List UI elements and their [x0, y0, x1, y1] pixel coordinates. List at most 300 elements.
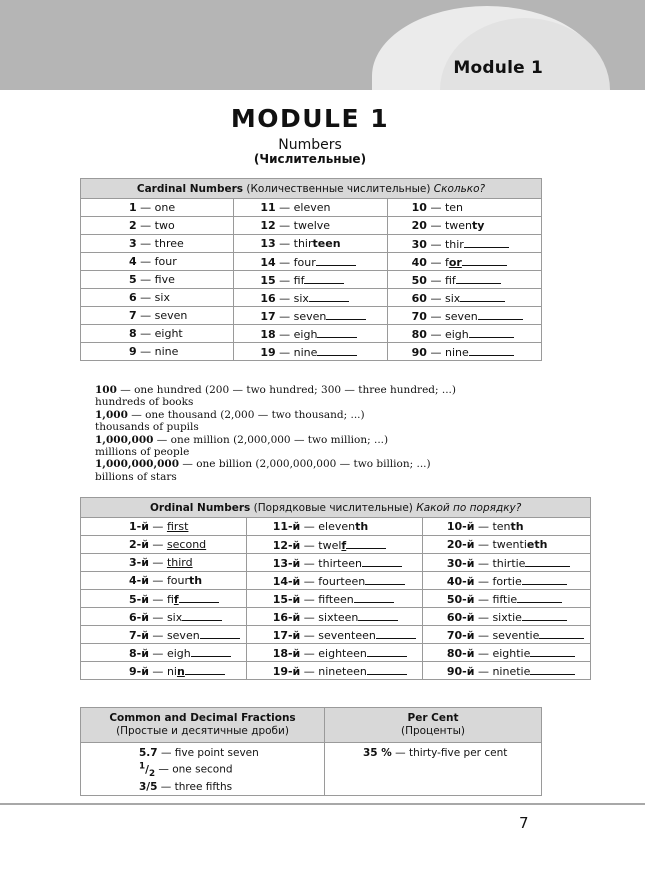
dash: —: [136, 309, 155, 322]
number-cell: [81, 644, 247, 662]
number-cell: [246, 536, 422, 554]
page-title: MODULE 1: [230, 104, 390, 133]
numeral: 60: [411, 291, 427, 305]
percent-words: thirty-five per cent: [408, 747, 508, 759]
dash: —: [148, 646, 167, 660]
cardinal-header-question: Сколько?: [433, 182, 486, 195]
table-row: [81, 626, 591, 644]
number-cell: [234, 271, 387, 289]
fill-in-blank: [354, 592, 394, 603]
dash: —: [148, 556, 167, 569]
ordinal-header-question: Какой по порядку?: [416, 501, 522, 514]
number-cell: [387, 235, 541, 253]
numeral: 11-й: [272, 520, 301, 533]
numeral: 7: [129, 309, 137, 322]
word-stem: thir: [444, 237, 464, 251]
number-cell: [81, 325, 234, 343]
numeral: 1: [129, 201, 137, 214]
numeral: 80: [411, 327, 427, 341]
table-row: [81, 253, 542, 271]
large-number-value: 1,000,000,000: [95, 458, 180, 471]
large-number-line: [95, 471, 456, 483]
numeral: 70: [411, 309, 427, 323]
table-row: [81, 199, 542, 217]
table-row: [81, 325, 542, 343]
dash: —: [474, 610, 493, 624]
fractions-header: [81, 708, 325, 743]
word-letters-underlined: f: [173, 592, 179, 606]
fill-in-blank: [525, 556, 570, 567]
word-stem: nineteen: [318, 664, 367, 678]
word-stem: four: [166, 574, 190, 587]
numeral: 10-й: [446, 520, 475, 533]
word-stem: fiftie: [492, 592, 518, 606]
word-stem: six: [293, 291, 309, 305]
numeral: 16: [260, 291, 276, 305]
numeral: 50: [411, 273, 427, 287]
numeral: 3: [129, 237, 137, 250]
numeral: 8: [129, 327, 137, 340]
number-cell: [81, 572, 247, 590]
fill-in-blank: [304, 273, 344, 284]
numeral: 13-й: [272, 556, 301, 570]
number-cell: [387, 289, 541, 307]
large-number-line: [95, 421, 456, 433]
dash: —: [426, 273, 445, 287]
large-number-line: [95, 396, 456, 408]
dash: —: [157, 747, 175, 759]
word-stem: five: [154, 273, 175, 286]
dash: —: [474, 592, 493, 606]
word-stem: eigh: [293, 327, 318, 341]
numeral: 6: [129, 291, 137, 304]
word-stem: eigh: [166, 646, 191, 660]
numeral: 18: [260, 327, 276, 341]
dash: —: [155, 763, 173, 776]
large-number-text: millions of people: [95, 446, 190, 459]
word-stem: one: [154, 201, 176, 214]
number-cell: [387, 343, 541, 361]
number-cell: [81, 253, 234, 271]
word-stem: eleven: [293, 201, 331, 214]
dash: —: [426, 309, 445, 323]
table-row: [81, 572, 591, 590]
numeral: 50-й: [446, 592, 475, 606]
numeral: 4: [129, 255, 137, 268]
fill-in-blank: [316, 255, 356, 266]
dash: —: [157, 780, 175, 793]
dash: —: [474, 646, 493, 660]
word-ending-bold: ty: [472, 219, 485, 232]
fill-in-blank: [185, 664, 225, 675]
dash: —: [474, 556, 493, 570]
fill-in-blank: [522, 610, 567, 621]
word-ending-bold: th: [355, 520, 369, 533]
large-number-line: [95, 458, 456, 470]
word-stem: eight: [154, 327, 183, 340]
fill-in-blank: [464, 237, 509, 248]
large-number-text: — one thousand (2,000 — two thousand; ...): [127, 408, 365, 421]
number-cell: [422, 662, 590, 680]
dash: —: [275, 237, 294, 250]
fill-in-blank: [362, 556, 402, 567]
numeral: 7-й: [129, 628, 149, 642]
number-cell: [234, 199, 387, 217]
table-row: [81, 343, 542, 361]
word-stem: f: [444, 255, 449, 269]
dash: —: [148, 628, 167, 642]
word-stem: twenti: [492, 538, 527, 551]
dash: —: [426, 237, 445, 251]
fill-in-blank: [182, 610, 222, 621]
dash: —: [148, 610, 167, 624]
table-header-row: [81, 179, 542, 199]
numeral: 15: [260, 273, 276, 287]
number-cell: [81, 554, 247, 572]
dash: —: [474, 538, 493, 551]
number-cell: [81, 590, 247, 608]
ordinal-header-ru: (Порядковые числительные): [253, 501, 413, 514]
numeral: 30: [411, 237, 427, 251]
dash: —: [136, 291, 155, 304]
dash: —: [148, 520, 167, 533]
word-stem: nine: [444, 345, 469, 359]
numeral: 2-й: [129, 538, 149, 551]
numeral: 13: [260, 237, 276, 250]
word-stem: three: [154, 237, 184, 250]
large-number-text: — one billion (2,000,000,000 — two billion; ...): [179, 458, 431, 471]
numeral: 30-й: [446, 556, 475, 570]
table-row: [81, 217, 542, 235]
number-cell: [246, 608, 422, 626]
fill-in-blank: [469, 327, 514, 338]
number-cell: [422, 536, 590, 554]
section-subtitle: (Числительные): [253, 152, 367, 166]
word-stem: ninetie: [492, 664, 531, 678]
fill-in-blank: [530, 664, 575, 675]
fill-in-blank: [517, 592, 562, 603]
large-number-text: — one million (2,000,000 — two million; ...): [153, 433, 389, 446]
dash: —: [474, 520, 493, 533]
number-cell: [81, 199, 234, 217]
page-number: 7: [519, 814, 529, 832]
number-cell: [387, 253, 541, 271]
numeral: 2: [129, 219, 137, 232]
fraction-words: three fifths: [174, 780, 233, 793]
number-cell: [422, 590, 590, 608]
word-stem: sixteen: [318, 610, 359, 624]
numeral: 20: [411, 219, 427, 232]
word-stem: thirtie: [492, 556, 526, 570]
number-cell: [246, 662, 422, 680]
dash: —: [136, 201, 155, 214]
dash: —: [300, 556, 319, 570]
numeral: 80-й: [446, 646, 475, 660]
numeral: 20-й: [446, 538, 475, 551]
dash: —: [136, 327, 155, 340]
fill-in-blank: [367, 664, 407, 675]
word-stem: four: [154, 255, 177, 268]
number-cell: [246, 590, 422, 608]
numeral: 3-й: [129, 556, 149, 569]
word-stem: six: [154, 291, 170, 304]
fill-in-blank: [522, 574, 567, 585]
word-stem: thir: [293, 237, 313, 250]
dash: —: [426, 201, 445, 214]
word-underlined: third: [166, 556, 193, 569]
numeral: 16-й: [272, 610, 301, 624]
number-cell: [422, 608, 590, 626]
large-number-line: [95, 434, 456, 446]
dash: —: [275, 273, 294, 287]
number-cell: [422, 644, 590, 662]
table-row: [81, 644, 591, 662]
fill-in-blank: [367, 646, 407, 657]
dash: —: [148, 592, 167, 606]
numeral: 90: [411, 345, 427, 359]
word-letters-underlined: n: [176, 664, 185, 678]
word-stem: nine: [154, 345, 179, 358]
number-cell: [81, 536, 247, 554]
word-stem: fif: [293, 273, 305, 287]
percent-example: [363, 747, 540, 760]
numeral: 5-й: [129, 592, 149, 606]
table-row: [81, 307, 542, 325]
number-cell: [81, 608, 247, 626]
numeral: 17: [260, 309, 276, 323]
dash: —: [391, 747, 409, 759]
dash: —: [300, 592, 319, 606]
number-cell: [81, 217, 234, 235]
dash: —: [300, 610, 319, 624]
word-underlined: first: [166, 520, 189, 533]
fill-in-blank: [200, 628, 240, 639]
number-cell: [81, 518, 247, 536]
cardinal-header: [81, 179, 542, 199]
word-stem: thirteen: [318, 556, 362, 570]
word-stem: seven: [154, 309, 188, 322]
dash: —: [275, 291, 294, 305]
fill-in-blank: [530, 646, 575, 657]
word-stem: twel: [318, 538, 342, 552]
table-row: [81, 271, 542, 289]
number-cell: [246, 644, 422, 662]
header-module-label: Module 1: [453, 58, 543, 78]
percent-number: 35 %: [363, 747, 392, 759]
fraction-numerator: 1: [139, 761, 146, 771]
fill-in-blank: [317, 345, 357, 356]
fill-in-blank: [179, 592, 219, 603]
numeral: 6-й: [129, 610, 149, 624]
table-row: [81, 590, 591, 608]
fill-in-blank: [460, 291, 505, 302]
numeral: 18-й: [272, 646, 301, 660]
dash: —: [426, 255, 445, 269]
number-cell: [246, 554, 422, 572]
dash: —: [275, 219, 294, 232]
fractions-percent-table: [80, 707, 542, 796]
ordinal-numbers-table: [80, 497, 591, 680]
cardinal-numbers-table: [80, 178, 542, 361]
percent-examples: [325, 743, 542, 796]
word-ending-bold: th: [510, 520, 524, 533]
dash: —: [148, 574, 167, 587]
number-cell: [234, 235, 387, 253]
word-ending-bold: th: [189, 574, 203, 587]
table-header-row: [81, 708, 542, 743]
numeral: 1-й: [129, 520, 149, 533]
number-cell: [234, 307, 387, 325]
numeral: 12-й: [272, 538, 301, 552]
fraction-example: [139, 747, 323, 760]
dash: —: [474, 574, 493, 588]
dash: —: [300, 520, 319, 533]
word-stem: seven: [293, 309, 327, 323]
fill-in-blank: [462, 255, 507, 266]
number-cell: [246, 626, 422, 644]
number-cell: [234, 217, 387, 235]
word-stem: nine: [293, 345, 318, 359]
word-stem: fifteen: [318, 592, 354, 606]
word-stem: fortie: [492, 574, 522, 588]
numeral: 14: [260, 255, 276, 269]
number-cell: [81, 662, 247, 680]
dash: —: [136, 345, 155, 358]
dash: —: [474, 664, 493, 678]
word-stem: four: [293, 255, 316, 269]
dash: —: [136, 219, 155, 232]
fill-in-blank: [456, 273, 501, 284]
number-cell: [81, 271, 234, 289]
fill-in-blank: [317, 327, 357, 338]
large-numbers-block: [95, 384, 456, 483]
word-stem: fif: [444, 273, 456, 287]
numeral: 40-й: [446, 574, 475, 588]
number-cell: [422, 626, 590, 644]
dash: —: [300, 628, 319, 642]
ordinal-header: [81, 498, 591, 518]
number-cell: [234, 343, 387, 361]
numeral: 4-й: [129, 574, 149, 587]
number-cell: [81, 626, 247, 644]
table-row: [81, 518, 591, 536]
table-row: [81, 554, 591, 572]
word-stem: eleven: [318, 520, 356, 533]
dash: —: [148, 538, 167, 551]
table-row: [81, 235, 542, 253]
large-number-value: 1,000: [95, 408, 128, 421]
word-letters-underlined: f: [341, 538, 347, 552]
dash: —: [275, 327, 294, 341]
table-row: [81, 536, 591, 554]
number-cell: [387, 307, 541, 325]
dash: —: [275, 255, 294, 269]
dash: —: [426, 291, 445, 305]
dash: —: [136, 255, 155, 268]
percent-header-ru: (Проценты): [400, 725, 466, 737]
fractions-header-title: Common and Decimal Fractions: [109, 712, 296, 724]
dash: —: [426, 327, 445, 341]
word-stem: eighteen: [318, 646, 367, 660]
dash: —: [148, 664, 167, 678]
numeral: 5: [129, 273, 137, 286]
word-stem: two: [154, 219, 175, 232]
large-number-text: hundreds of books: [95, 396, 194, 409]
table-row: [81, 608, 591, 626]
numeral: 19-й: [272, 664, 301, 678]
percent-header-title: Per Cent: [407, 712, 459, 724]
fraction-number: 5.7: [139, 747, 158, 759]
numeral: 8-й: [129, 646, 149, 660]
fraction-denominator: 2: [148, 768, 156, 779]
fill-in-blank: [376, 628, 416, 639]
numeral: 10: [411, 201, 427, 214]
table-row: [81, 289, 542, 307]
word-stem: ni: [166, 664, 177, 678]
percent-header: [325, 708, 542, 743]
dash: —: [275, 201, 294, 214]
section-title: Numbers: [278, 137, 342, 153]
number-cell: [234, 325, 387, 343]
dash: —: [300, 664, 319, 678]
dash: —: [136, 273, 155, 286]
numeral: 9: [129, 345, 137, 358]
fill-in-blank: [326, 309, 366, 320]
fractions-header-ru: (Простые и десятичные дроби): [116, 725, 289, 737]
fraction-example: [139, 781, 323, 794]
numeral: 19: [260, 345, 276, 359]
word-stem: seventeen: [318, 628, 376, 642]
word-stem: eigh: [444, 327, 469, 341]
ordinal-header-title: Ordinal Numbers: [150, 501, 251, 514]
word-stem: twen: [444, 219, 473, 232]
word-stem: fi: [166, 592, 174, 606]
table-header-row: [81, 498, 591, 518]
word-ending-bold: eth: [526, 538, 548, 551]
fractions-examples: [81, 743, 325, 796]
fraction-example: $^1/_2$ — one second: [139, 761, 233, 779]
number-cell: [81, 307, 234, 325]
numeral: 9-й: [129, 664, 149, 678]
word-stem: ten: [492, 520, 511, 533]
large-number-line: [95, 384, 456, 396]
number-cell: [81, 289, 234, 307]
number-cell: [246, 572, 422, 590]
word-stem: sixtie: [492, 610, 522, 624]
dash: —: [426, 345, 445, 359]
numeral: 14-й: [272, 574, 301, 588]
large-number-text: billions of stars: [95, 470, 177, 483]
table-row: [81, 662, 591, 680]
large-number-text: — one hundred (200 — two hundred; 300 — three hundred; ...): [116, 384, 456, 396]
word-underlined: second: [166, 538, 207, 551]
number-cell: [234, 253, 387, 271]
fill-in-blank: [365, 574, 405, 585]
fraction-words: one second: [172, 763, 233, 776]
fill-in-blank: [191, 646, 231, 657]
word-stem: eightie: [492, 646, 531, 660]
dash: —: [300, 574, 319, 588]
numeral: 15-й: [272, 592, 301, 606]
number-cell: [422, 572, 590, 590]
header-band: [0, 0, 645, 90]
large-number-line: [95, 409, 456, 421]
cardinal-header-title: Cardinal Numbers: [136, 182, 244, 195]
dash: —: [136, 237, 155, 250]
fill-in-blank: [469, 345, 514, 356]
numeral: 60-й: [446, 610, 475, 624]
word-stem: six: [166, 610, 183, 624]
